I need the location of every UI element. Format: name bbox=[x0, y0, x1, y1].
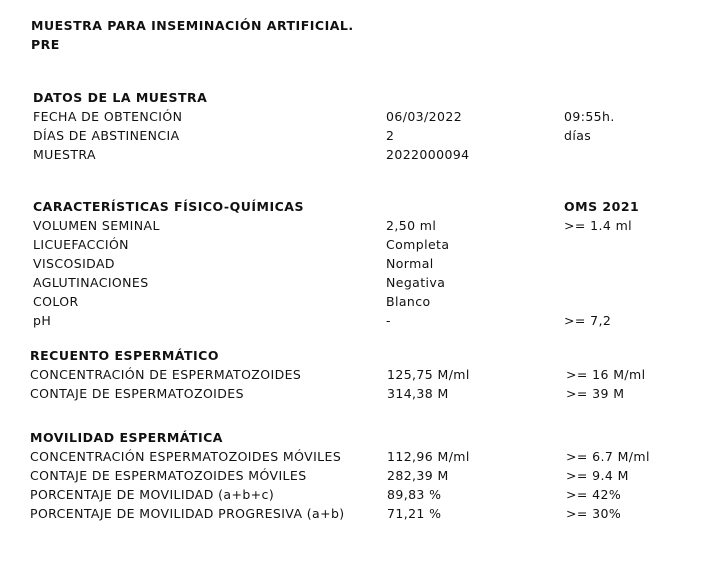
row-label: VOLUMEN SEMINAL bbox=[33, 218, 160, 233]
row-ref: >= 39 M bbox=[566, 386, 625, 401]
row-ref: >= 7,2 bbox=[564, 313, 612, 328]
row-value: - bbox=[386, 313, 391, 328]
row-value: 125,75 M/ml bbox=[387, 367, 470, 382]
row-ref: >= 1.4 ml bbox=[564, 218, 633, 233]
section-heading-recuento: RECUENTO ESPERMÁTICO bbox=[30, 348, 219, 363]
row-label: FECHA DE OBTENCIÓN bbox=[33, 109, 183, 124]
row-value: 71,21 % bbox=[387, 506, 442, 521]
row-value: Negativa bbox=[386, 275, 446, 290]
row-label: MUESTRA bbox=[33, 147, 96, 162]
row-ref: 09:55h. bbox=[564, 109, 615, 124]
row-label: COLOR bbox=[33, 294, 79, 309]
row-label: CONCENTRACIÓN ESPERMATOZOIDES MÓVILES bbox=[30, 449, 342, 464]
row-value: 89,83 % bbox=[387, 487, 442, 502]
reference-heading: OMS 2021 bbox=[564, 199, 640, 214]
row-value: Normal bbox=[386, 256, 434, 271]
row-value: 314,38 M bbox=[387, 386, 449, 401]
row-label: DÍAS DE ABSTINENCIA bbox=[33, 128, 180, 143]
section-heading-movilidad: MOVILIDAD ESPERMÁTICA bbox=[30, 430, 223, 445]
row-value: Blanco bbox=[386, 294, 431, 309]
section-heading-datos: DATOS DE LA MUESTRA bbox=[33, 90, 208, 105]
row-value: 282,39 M bbox=[387, 468, 449, 483]
row-label: CONCENTRACIÓN DE ESPERMATOZOIDES bbox=[30, 367, 302, 382]
document-title: MUESTRA PARA INSEMINACIÓN ARTIFICIAL. bbox=[31, 18, 354, 33]
row-ref: días bbox=[564, 128, 592, 143]
row-ref: >= 42% bbox=[566, 487, 622, 502]
row-value: 112,96 M/ml bbox=[387, 449, 470, 464]
row-value: 06/03/2022 bbox=[386, 109, 463, 124]
row-value: 2,50 ml bbox=[386, 218, 437, 233]
row-value: 2022000094 bbox=[386, 147, 470, 162]
row-value: Completa bbox=[386, 237, 450, 252]
row-label: LICUEFACCIÓN bbox=[33, 237, 129, 252]
row-ref: >= 30% bbox=[566, 506, 622, 521]
document-subtitle: PRE bbox=[31, 37, 60, 52]
row-label: VISCOSIDAD bbox=[33, 256, 115, 271]
row-value: 2 bbox=[386, 128, 395, 143]
row-label: PORCENTAJE DE MOVILIDAD (a+b+c) bbox=[30, 487, 275, 502]
row-ref: >= 6.7 M/ml bbox=[566, 449, 650, 464]
row-ref: >= 16 M/ml bbox=[566, 367, 646, 382]
row-label: PORCENTAJE DE MOVILIDAD PROGRESIVA (a+b) bbox=[30, 506, 345, 521]
row-label: CONTAJE DE ESPERMATOZOIDES bbox=[30, 386, 244, 401]
row-ref: >= 9.4 M bbox=[566, 468, 629, 483]
row-label: pH bbox=[33, 313, 52, 328]
row-label: CONTAJE DE ESPERMATOZOIDES MÓVILES bbox=[30, 468, 307, 483]
section-heading-caracteristicas: CARACTERÍSTICAS FÍSICO-QUÍMICAS bbox=[33, 199, 304, 214]
row-label: AGLUTINACIONES bbox=[33, 275, 149, 290]
